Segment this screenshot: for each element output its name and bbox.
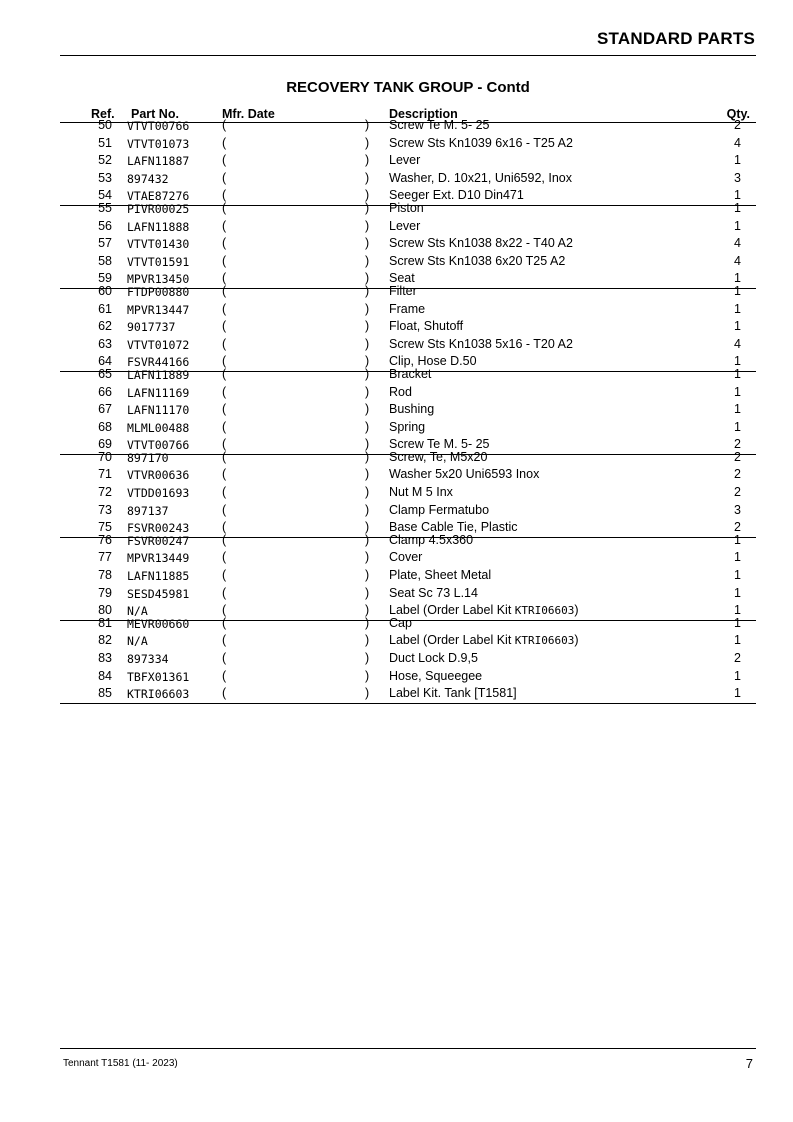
table-row [60, 685, 756, 703]
part-number-cell: VTVT01072 [127, 337, 190, 352]
qty-cell: 1 [734, 532, 741, 547]
description-text: Screw Te M. 5- 25 [389, 118, 490, 132]
mfr-date-close: ) [365, 437, 370, 452]
table-row [60, 484, 756, 502]
qty-cell: 1 [734, 633, 741, 648]
description-text: Screw Sts Kn1039 6x16 - T25 A2 [389, 135, 573, 150]
ref-cell: 78 [98, 568, 112, 583]
mfr-date-close: ) [365, 585, 370, 600]
ref-cell: 61 [98, 301, 112, 316]
mfr-date-close: ) [365, 354, 370, 369]
description-cell [389, 136, 573, 150]
mfr-date-open: ( [222, 118, 227, 132]
mfr-date-close: ) [365, 550, 370, 565]
mfr-date-close: ) [365, 467, 370, 482]
mfr-date-close: ) [365, 384, 370, 399]
description-text: Lever [389, 218, 421, 233]
mfr-date-open: ( [222, 301, 227, 316]
mfr-date-open: ( [222, 485, 227, 500]
mfr-date-close: ) [365, 218, 370, 233]
part-number-cell: N/A [127, 634, 148, 649]
mfr-date-open: ( [222, 520, 227, 535]
ref-cell: 51 [98, 135, 112, 150]
ref-cell: 82 [98, 633, 112, 648]
part-number-cell: MPVR13447 [127, 302, 190, 317]
mfr-date-open: ( [222, 354, 227, 369]
mfr-date-open: ( [222, 402, 227, 417]
description-cell [389, 284, 417, 298]
description-cell [389, 385, 412, 399]
mfr-date-open: ( [222, 686, 227, 701]
mfr-date-open: ( [222, 437, 227, 452]
table-row [60, 135, 756, 153]
mfr-date-close: ) [365, 118, 370, 132]
ref-cell: 73 [98, 502, 112, 517]
qty-cell: 4 [734, 236, 741, 251]
description-cell [389, 153, 420, 167]
page-header-title: STANDARD PARTS [597, 29, 755, 48]
table-row [60, 567, 756, 585]
part-number-cell: LAFN11170 [127, 403, 190, 418]
ref-cell: 72 [98, 485, 112, 500]
description-text: Filter [389, 283, 417, 298]
qty-cell: 4 [734, 135, 741, 150]
ref-cell: 79 [98, 585, 112, 600]
description-text: Base Cable Tie, Plastic [389, 520, 518, 535]
table-row [60, 615, 756, 633]
description-text: Bushing [389, 402, 435, 417]
table-row [60, 200, 756, 218]
ref-cell: 62 [98, 319, 112, 334]
mfr-date-open: ( [222, 200, 227, 215]
description-text: Washer, D. 10x21, Uni6592, Inox [389, 170, 572, 185]
table-row [60, 401, 756, 419]
ref-cell: 60 [98, 283, 112, 298]
ref-cell: 85 [98, 686, 112, 701]
ref-cell: 65 [98, 366, 112, 381]
mfr-date-close: ) [365, 449, 370, 464]
part-number-cell: FSVR44166 [127, 355, 190, 370]
qty-cell: 1 [734, 200, 741, 215]
ref-cell: 64 [98, 354, 112, 369]
qty-cell: 1 [734, 402, 741, 417]
description-text: Clip, Hose D.50 [389, 354, 477, 369]
mfr-date-open: ( [222, 319, 227, 334]
mfr-date-close: ) [365, 419, 370, 434]
description-cell [389, 236, 573, 250]
qty-cell: 2 [734, 651, 741, 665]
description-text: Clamp 4.5x360 [389, 532, 474, 547]
qty-cell: 3 [734, 170, 741, 185]
description-text: Nut M 5 Inx [389, 485, 453, 500]
description-cell [389, 201, 424, 215]
qty-cell: 1 [734, 668, 741, 683]
table-row [60, 336, 756, 354]
description-text: Seat Sc 73 L.14 [389, 585, 478, 600]
description-cell [389, 616, 412, 630]
description-cell [389, 586, 478, 600]
part-number-cell: 897170 [127, 450, 169, 465]
description-text: Label (Order Label Kit [389, 633, 512, 648]
description-cell [389, 467, 539, 481]
ref-cell: 75 [98, 520, 112, 535]
mfr-date-close: ) [365, 603, 370, 618]
mfr-date-open: ( [222, 532, 227, 547]
mfr-date-close: ) [365, 686, 370, 701]
ref-cell: 57 [98, 236, 112, 251]
part-number-cell: KTRI06603 [127, 687, 190, 702]
description-cell [389, 171, 572, 185]
table-row [60, 366, 756, 384]
column-header-description: Description [389, 107, 458, 121]
part-number-cell: MEVR00660 [127, 616, 190, 631]
part-number-cell: FSVR00243 [127, 521, 190, 536]
part-number-cell: LAFN11885 [127, 569, 190, 584]
description-text: Hose, Squeegee [389, 668, 483, 683]
description-text: Screw Sts Kn1038 8x22 - T40 A2 [389, 236, 573, 251]
part-number-cell: VTVT01430 [127, 237, 190, 252]
part-number-cell: VTVT01591 [127, 254, 190, 269]
description-text: Washer 5x20 Uni6593 Inox [389, 467, 540, 482]
ref-cell: 52 [98, 153, 112, 168]
part-number-cell: N/A [127, 604, 148, 619]
description-text: Seat [389, 271, 415, 286]
table-row [60, 650, 756, 668]
description-kit-code: KTRI06603 [514, 634, 575, 648]
description-text: Spring [389, 419, 426, 434]
description-text: Cap [389, 615, 412, 630]
description-close: ) [574, 633, 579, 648]
mfr-date-close: ) [365, 651, 370, 665]
mfr-date-close: ) [365, 336, 370, 351]
mfr-date-close: ) [365, 402, 370, 417]
part-number-cell: VTVT01073 [127, 136, 190, 151]
part-number-cell: FSVR00247 [127, 533, 190, 548]
mfr-date-close: ) [365, 153, 370, 168]
description-cell [389, 686, 517, 700]
description-text: Float, Shutoff [389, 319, 464, 334]
qty-cell: 1 [734, 218, 741, 233]
part-number-cell: LAFN11887 [127, 154, 190, 169]
mfr-date-close: ) [365, 301, 370, 316]
ref-cell: 71 [98, 467, 112, 482]
mfr-date-open: ( [222, 615, 227, 630]
description-cell [389, 118, 490, 132]
mfr-date-close: ) [365, 236, 370, 251]
table-row [60, 218, 756, 236]
column-header-mfr-date: Mfr. Date [222, 107, 275, 121]
part-number-cell: MPVR13449 [127, 551, 190, 566]
part-number-cell: 897137 [127, 503, 169, 518]
description-text: Piston [389, 200, 424, 215]
mfr-date-open: ( [222, 336, 227, 351]
qty-cell: 2 [734, 520, 741, 535]
part-number-cell: LAFN11889 [127, 367, 190, 382]
mfr-date-open: ( [222, 502, 227, 517]
mfr-date-close: ) [365, 568, 370, 583]
qty-cell: 1 [734, 319, 741, 334]
mfr-date-close: ) [365, 135, 370, 150]
description-cell [389, 319, 463, 333]
description-cell [389, 568, 491, 582]
mfr-date-close: ) [365, 200, 370, 215]
footer-page-number: 7 [745, 1056, 753, 1071]
part-number-cell: VTVT00766 [127, 438, 190, 453]
part-number-cell: TBFX01361 [127, 669, 190, 684]
description-cell [389, 402, 434, 416]
description-text: Duct Lock D.9,5 [389, 651, 478, 665]
table-row [60, 152, 756, 170]
ref-cell: 67 [98, 402, 112, 417]
mfr-date-open: ( [222, 449, 227, 464]
ref-cell: 50 [98, 118, 112, 132]
description-text: Screw Sts Kn1038 6x20 T25 A2 [389, 253, 566, 268]
qty-cell: 1 [734, 419, 741, 434]
ref-cell: 76 [98, 532, 112, 547]
column-header-part-no: Part No. [131, 107, 179, 121]
mfr-date-open: ( [222, 135, 227, 150]
mfr-date-open: ( [222, 585, 227, 600]
qty-cell: 1 [734, 301, 741, 316]
part-number-cell: LAFN11888 [127, 219, 190, 234]
ref-cell: 77 [98, 550, 112, 565]
part-number-cell: VTDD01693 [127, 486, 190, 501]
qty-cell: 1 [734, 188, 741, 203]
qty-cell: 2 [734, 118, 741, 132]
description-cell [389, 485, 453, 499]
mfr-date-close: ) [365, 502, 370, 517]
part-number-cell: VTVR00636 [127, 468, 190, 483]
mfr-date-open: ( [222, 419, 227, 434]
part-number-cell: MLML00488 [127, 420, 190, 435]
description-text: Screw Sts Kn1038 5x16 - T20 A2 [389, 336, 573, 351]
mfr-date-close: ) [365, 170, 370, 185]
description-text: Label Kit. Tank [T1581] [389, 686, 517, 701]
qty-cell: 2 [734, 485, 741, 500]
mfr-date-open: ( [222, 188, 227, 203]
description-cell [389, 503, 489, 517]
table-row [60, 235, 756, 253]
qty-cell: 1 [734, 271, 741, 286]
mfr-date-open: ( [222, 384, 227, 399]
description-cell [389, 254, 565, 268]
description-cell [389, 669, 482, 683]
table-row [60, 502, 756, 520]
mfr-date-open: ( [222, 467, 227, 482]
parts-group [60, 200, 756, 288]
qty-cell: 1 [734, 686, 741, 701]
ref-cell: 84 [98, 668, 112, 683]
mfr-date-open: ( [222, 668, 227, 683]
qty-cell: 1 [734, 615, 741, 630]
description-cell [389, 302, 425, 316]
ref-cell: 81 [98, 615, 112, 630]
description-cell [389, 367, 431, 381]
description-text: Rod [389, 384, 412, 399]
part-number-cell: LAFN11169 [127, 385, 190, 400]
mfr-date-open: ( [222, 651, 227, 665]
column-header-ref: Ref. [91, 107, 115, 121]
description-close: ) [574, 603, 579, 618]
ref-cell: 68 [98, 419, 112, 434]
ref-cell: 54 [98, 188, 112, 203]
parts-group [60, 283, 756, 371]
description-text: Plate, Sheet Metal [389, 568, 492, 583]
part-number-cell: VTAE87276 [127, 189, 190, 204]
table-row [60, 170, 756, 188]
section-title: RECOVERY TANK GROUP - Contd [286, 79, 530, 96]
description-cell [389, 337, 573, 351]
mfr-date-close: ) [365, 668, 370, 683]
part-number-cell: SESD45981 [127, 586, 190, 601]
table-row [60, 301, 756, 319]
mfr-date-close: ) [365, 271, 370, 286]
description-cell [389, 633, 579, 647]
mfr-date-close: ) [365, 520, 370, 535]
description-kit-code: KTRI06603 [514, 604, 575, 618]
ref-cell: 63 [98, 336, 112, 351]
qty-cell: 2 [734, 449, 741, 464]
ref-cell: 70 [98, 449, 112, 464]
ref-cell: 56 [98, 218, 112, 233]
description-text: Screw, Te, M5x20 [389, 449, 488, 464]
header-rule [60, 55, 756, 56]
mfr-date-close: ) [365, 283, 370, 298]
description-text: Screw Te M. 5- 25 [389, 437, 490, 452]
qty-cell: 1 [734, 354, 741, 369]
table-row [60, 466, 756, 484]
table-row [60, 532, 756, 550]
parts-group [60, 118, 756, 205]
table-row [60, 283, 756, 301]
mfr-date-close: ) [365, 633, 370, 648]
qty-cell: 1 [734, 568, 741, 583]
table-row [60, 117, 756, 135]
table-row [60, 419, 756, 437]
ref-cell: 80 [98, 603, 112, 618]
parts-group [60, 449, 756, 537]
ref-cell: 59 [98, 271, 112, 286]
description-cell [389, 219, 420, 233]
parts-table [60, 118, 756, 704]
mfr-date-close: ) [365, 532, 370, 547]
description-text: Label (Order Label Kit [389, 603, 512, 618]
qty-cell: 1 [734, 550, 741, 565]
mfr-date-open: ( [222, 603, 227, 618]
qty-cell: 1 [734, 603, 741, 618]
ref-cell: 69 [98, 437, 112, 452]
footer-document-id: Tennant T1581 (11- 2023) [63, 1058, 178, 1069]
table-row [60, 632, 756, 650]
description-text: Cover [389, 550, 423, 565]
table-row [60, 384, 756, 402]
part-number-cell: 9017737 [127, 320, 176, 335]
mfr-date-open: ( [222, 253, 227, 268]
mfr-date-open: ( [222, 283, 227, 298]
parts-group [60, 532, 756, 620]
table-row [60, 668, 756, 686]
qty-cell: 3 [734, 502, 741, 517]
mfr-date-open: ( [222, 236, 227, 251]
mfr-date-close: ) [365, 319, 370, 334]
part-number-cell: VTVT00766 [127, 119, 190, 133]
mfr-date-open: ( [222, 366, 227, 381]
ref-cell: 83 [98, 651, 112, 665]
description-text: Lever [389, 153, 421, 168]
footer-rule [60, 1048, 756, 1049]
description-cell [389, 651, 478, 665]
mfr-date-open: ( [222, 153, 227, 168]
table-row [60, 253, 756, 271]
qty-cell: 1 [734, 366, 741, 381]
qty-cell: 4 [734, 336, 741, 351]
ref-cell: 58 [98, 253, 112, 268]
description-text: Bracket [389, 366, 432, 381]
qty-cell: 4 [734, 253, 741, 268]
mfr-date-close: ) [365, 366, 370, 381]
ref-cell: 53 [98, 170, 112, 185]
mfr-date-open: ( [222, 568, 227, 583]
mfr-date-open: ( [222, 271, 227, 286]
description-cell [389, 533, 473, 547]
parts-group [60, 615, 756, 704]
qty-cell: 1 [734, 153, 741, 168]
table-row [60, 585, 756, 603]
parts-group [60, 366, 756, 454]
mfr-date-open: ( [222, 550, 227, 565]
ref-cell: 55 [98, 200, 112, 215]
description-text: Seeger Ext. D10 Din471 [389, 188, 524, 203]
description-cell [389, 550, 422, 564]
qty-cell: 1 [734, 384, 741, 399]
mfr-date-open: ( [222, 218, 227, 233]
mfr-date-close: ) [365, 485, 370, 500]
qty-cell: 2 [734, 437, 741, 452]
mfr-date-close: ) [365, 188, 370, 203]
column-header-qty: Qty. [726, 107, 750, 121]
part-number-cell: 897432 [127, 171, 169, 186]
table-row [60, 318, 756, 336]
part-number-cell: MPVR13450 [127, 272, 190, 287]
mfr-date-close: ) [365, 615, 370, 630]
description-cell [389, 420, 425, 434]
qty-cell: 1 [734, 585, 741, 600]
description-text: Clamp Fermatubo [389, 502, 490, 517]
description-cell [389, 450, 487, 464]
ref-cell: 66 [98, 384, 112, 399]
table-row [60, 449, 756, 467]
qty-cell: 1 [734, 283, 741, 298]
table-row [60, 549, 756, 567]
part-number-cell: FTDP00880 [127, 284, 190, 299]
qty-cell: 2 [734, 467, 741, 482]
mfr-date-close: ) [365, 253, 370, 268]
mfr-date-open: ( [222, 633, 227, 648]
part-number-cell: PIVR00025 [127, 201, 190, 216]
description-text: Frame [389, 301, 426, 316]
mfr-date-open: ( [222, 170, 227, 185]
part-number-cell: 897334 [127, 652, 169, 666]
